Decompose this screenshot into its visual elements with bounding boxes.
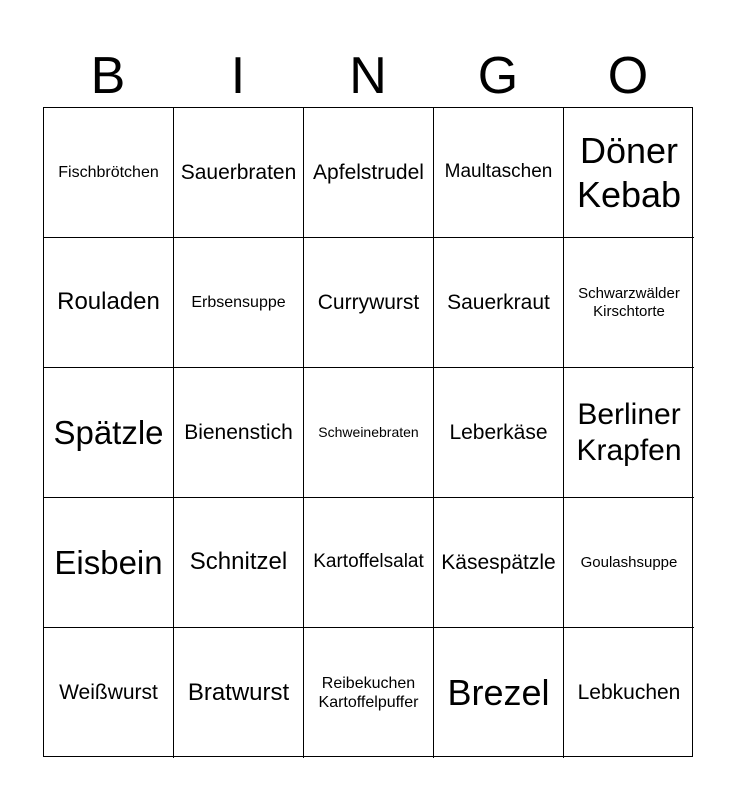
- header-letter-b: B: [90, 47, 126, 105]
- bingo-cell[interactable]: Sauerbraten: [174, 108, 304, 238]
- bingo-cell[interactable]: Currywurst: [304, 238, 434, 368]
- bingo-cell[interactable]: Maultaschen: [434, 108, 564, 238]
- bingo-cell[interactable]: Weißwurst: [44, 628, 174, 758]
- bingo-cell[interactable]: Erbsensuppe: [174, 238, 304, 368]
- bingo-cell[interactable]: Rouladen: [44, 238, 174, 368]
- bingo-cell[interactable]: Goulashsuppe: [564, 498, 694, 628]
- bingo-cell[interactable]: Leberkäse: [434, 368, 564, 498]
- bingo-cell[interactable]: Kartoffelsalat: [304, 498, 434, 628]
- bingo-cell[interactable]: Eisbein: [44, 498, 174, 628]
- bingo-cell[interactable]: Fischbrötchen: [44, 108, 174, 238]
- bingo-cell[interactable]: Schnitzel: [174, 498, 304, 628]
- bingo-cell[interactable]: Sauerkraut: [434, 238, 564, 368]
- bingo-cell[interactable]: Apfelstrudel: [304, 108, 434, 238]
- bingo-cell[interactable]: Bratwurst: [174, 628, 304, 758]
- bingo-cell[interactable]: Brezel: [434, 628, 564, 758]
- bingo-cell[interactable]: Spätzle: [44, 368, 174, 498]
- bingo-cell[interactable]: Lebkuchen: [577, 681, 681, 705]
- bingo-card-grid: [43, 107, 693, 757]
- bingo-cell[interactable]: Käsespätzle: [434, 498, 564, 628]
- bingo-cell[interactable]: Bienenstich: [174, 368, 304, 498]
- bingo-cell[interactable]: Berliner Krapfen: [564, 368, 694, 498]
- bingo-cell[interactable]: Schwarzwälder Kirschtorte: [564, 238, 694, 368]
- bingo-cell[interactable]: Schweinebraten: [304, 368, 434, 498]
- bingo-cell[interactable]: Döner Kebab: [564, 108, 694, 238]
- bingo-header: [43, 44, 693, 108]
- header-letter-g: G: [477, 47, 519, 105]
- header-letter-o: O: [607, 47, 649, 105]
- header-letter-n: N: [349, 47, 387, 105]
- bingo-cell[interactable]: Reibekuchen Kartoffelpuffer: [304, 628, 434, 758]
- header-letter-i: I: [230, 47, 246, 105]
